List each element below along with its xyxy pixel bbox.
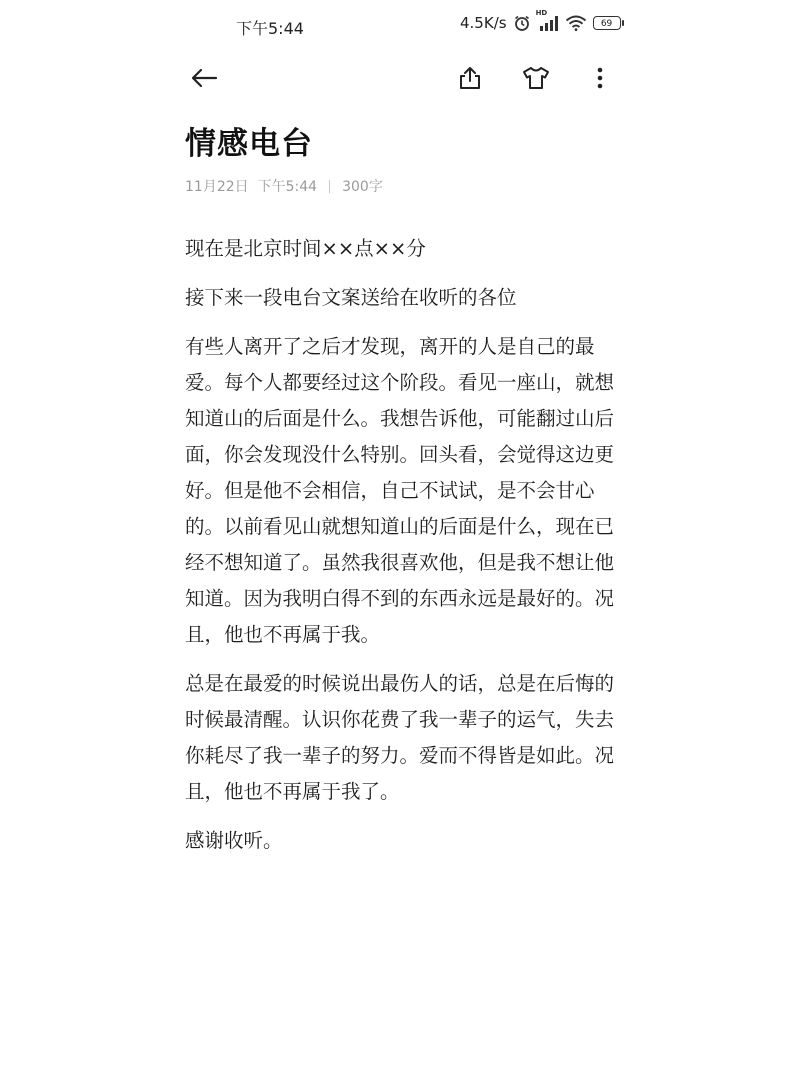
note-meta: [185, 176, 383, 196]
share-button[interactable]: [450, 58, 490, 98]
note-toolbar: [0, 52, 800, 102]
theme-button[interactable]: [516, 58, 556, 98]
status-bar: [0, 0, 800, 56]
hd-label: HD: [535, 9, 548, 17]
status-time: 下午5:44: [236, 19, 304, 38]
word-count: 300字: [342, 179, 383, 195]
network-speed: 4.5K/s: [460, 14, 507, 32]
shirt-icon: [521, 65, 551, 91]
signal-icon: [535, 9, 559, 31]
note-date: 11月22日: [185, 179, 249, 195]
note-title[interactable]: 情感电台: [185, 126, 313, 162]
note-paragraph: 总是在最爱的时候说出最伤人的话，总是在后悔的时候最清醒。认识你花费了我一辈子的运气，失去你耗尽了我一辈子的努力。爱而不得皆是如此。况且，他也不再属于我了。: [185, 672, 615, 803]
battery-icon: 69: [593, 16, 621, 30]
note-paragraph: 接下来一段电台文案送给在收听的各位: [185, 286, 517, 309]
back-button[interactable]: [184, 58, 224, 98]
note-paragraph: 有些人离开了之后才发现，离开的人是自己的最爱。每个人都要经过这个阶段。看见一座山，就想知道山的后面是什么。我想告诉他，可能翻过山后面，你会发现没什么特别。回头看，会觉得这边更好。但是他不会相信，自己不试试，是不会甘心的。以前看见山就想知道山的后面是什么，现在已经不想知道了。虽然我很喜欢他，但是我不想让他知道。因为我明白得不到的东西永远是最好的。况且，他也不再属于我。: [185, 335, 615, 646]
status-indicators: [460, 9, 621, 32]
note-paragraph: 感谢收听。: [185, 829, 283, 852]
note-body[interactable]: [185, 231, 625, 872]
alarm-icon: [513, 14, 531, 32]
share-icon: [457, 65, 483, 91]
more-options-button[interactable]: [580, 58, 620, 98]
note-paragraph: 现在是北京时间××点××分: [185, 237, 426, 260]
wifi-icon: [565, 15, 587, 31]
note-time: 下午5:44: [257, 179, 318, 195]
back-arrow-icon: [189, 67, 219, 89]
more-vertical-icon: [596, 66, 604, 90]
meta-divider: [329, 180, 330, 193]
